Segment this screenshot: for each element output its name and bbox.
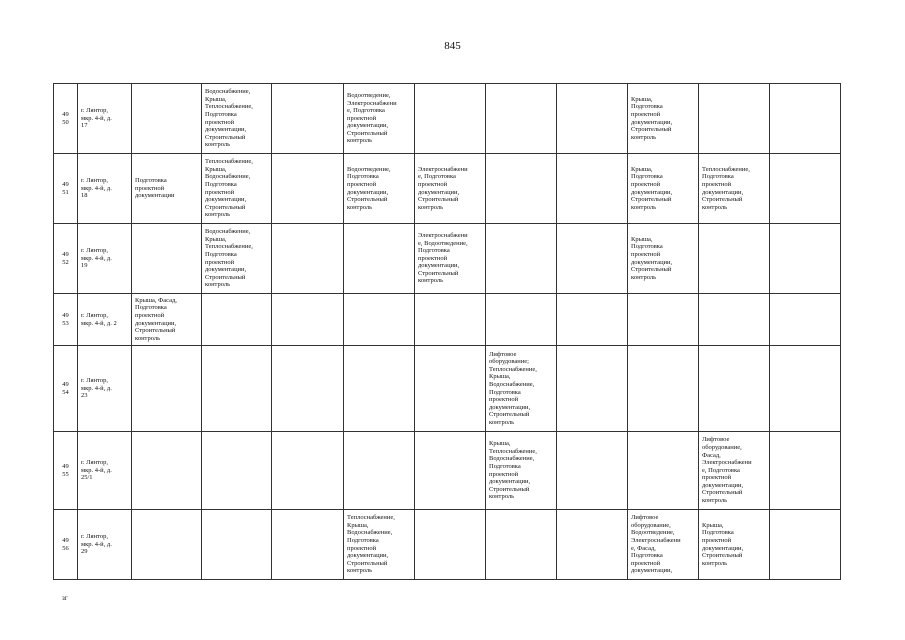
- work-type-cell: [770, 224, 841, 294]
- work-type-line: документации,: [702, 188, 744, 196]
- work-type-cell: [272, 224, 344, 294]
- work-type-line: е, Подготовка: [418, 173, 456, 181]
- table-row: [54, 224, 841, 294]
- row-number: [54, 154, 78, 224]
- work-type-line: документации,: [347, 122, 389, 130]
- work-type-line: Фасад,: [702, 451, 721, 459]
- work-type-line: проектной: [347, 114, 377, 122]
- row-number-line: 56: [62, 544, 69, 552]
- work-type-line: проектной: [631, 110, 661, 118]
- work-type-line: проектной: [418, 180, 448, 188]
- address-cell: [78, 346, 132, 432]
- work-type-line: Теплоснабжение,: [489, 447, 537, 455]
- row-number-line: 49: [62, 536, 69, 544]
- work-type-cell: [699, 346, 770, 432]
- address-line: 23: [81, 392, 88, 400]
- row-number-line: 55: [62, 470, 69, 478]
- work-type-line: Электроснабжени: [347, 99, 397, 107]
- work-type-cell: [699, 432, 770, 510]
- work-type-line: контроль: [347, 203, 373, 211]
- work-type-cell: [628, 346, 699, 432]
- work-type-line: проектной: [135, 311, 165, 319]
- address-line: 29: [81, 548, 88, 556]
- work-type-cell: [486, 510, 557, 580]
- work-type-line: Теплоснабжение,: [347, 514, 395, 522]
- page-number: 845: [444, 40, 461, 52]
- work-type-line: Подготовка: [205, 180, 237, 188]
- address-line: мкр. 4-й, д.: [81, 254, 112, 262]
- address-line: г. Лянтор,: [81, 533, 108, 541]
- table-row: [54, 294, 841, 346]
- work-type-cell: [202, 154, 272, 224]
- work-type-line: Строительный: [631, 266, 672, 274]
- work-type-cell: [415, 510, 486, 580]
- work-type-cell: [272, 510, 344, 580]
- work-type-line: документации,: [631, 258, 673, 266]
- address-line: 18: [81, 192, 88, 200]
- work-type-line: контроль: [702, 559, 728, 567]
- work-type-line: Подготовка: [702, 529, 734, 537]
- row-number-line: 53: [62, 319, 69, 327]
- work-type-line: Теплоснабжение,: [205, 158, 253, 166]
- row-number-line: 49: [62, 250, 69, 258]
- work-type-cell: [699, 510, 770, 580]
- work-type-line: Строительный: [347, 559, 388, 567]
- work-type-line: проектной: [702, 474, 732, 482]
- work-type-line: Подготовка: [347, 536, 379, 544]
- work-type-line: Водоотведение,: [347, 165, 391, 173]
- work-type-line: проектной: [347, 544, 377, 552]
- work-type-line: оборудование;: [489, 358, 529, 366]
- work-type-line: документации,: [205, 266, 247, 274]
- work-type-line: документации,: [205, 126, 247, 134]
- work-type-line: Подготовка: [702, 173, 734, 181]
- table-row: [54, 346, 841, 432]
- work-type-line: Строительный: [631, 126, 672, 134]
- work-type-cell: [770, 154, 841, 224]
- address-line: г. Лянтор,: [81, 459, 108, 467]
- work-type-cell: [202, 224, 272, 294]
- work-type-cell: [770, 294, 841, 346]
- work-type-line: документации,: [702, 481, 744, 489]
- work-type-line: документации,: [347, 188, 389, 196]
- work-type-line: Лифтовое: [702, 436, 730, 444]
- work-type-line: документации,: [347, 552, 389, 560]
- address-line: мкр. 4-й, д.: [81, 540, 112, 548]
- work-type-line: е, Подготовка: [702, 466, 740, 474]
- work-type-cell: [415, 84, 486, 154]
- work-type-line: проектной: [418, 254, 448, 262]
- work-type-line: Строительный: [702, 196, 743, 204]
- table-row: [54, 510, 841, 580]
- row-number: [54, 510, 78, 580]
- work-type-line: Строительный: [205, 273, 246, 281]
- work-type-cell: [344, 224, 415, 294]
- work-type-cell: [344, 510, 415, 580]
- work-type-line: Лифтовое: [631, 514, 659, 522]
- work-type-line: контроль: [205, 211, 231, 219]
- address-cell: [78, 294, 132, 346]
- work-type-line: документации,: [489, 403, 531, 411]
- work-type-line: проектной: [135, 184, 165, 192]
- work-type-cell: [699, 84, 770, 154]
- work-type-cell: [486, 154, 557, 224]
- work-type-line: контроль: [418, 203, 444, 211]
- work-type-line: документации: [135, 192, 175, 200]
- work-type-line: контроль: [489, 418, 515, 426]
- work-type-line: Подготовка: [631, 243, 663, 251]
- work-type-cell: [344, 84, 415, 154]
- work-type-line: Лифтовое: [489, 350, 517, 358]
- work-type-line: контроль: [418, 277, 444, 285]
- work-type-line: Строительный: [631, 196, 672, 204]
- work-type-line: Крыша, Фасад,: [135, 296, 177, 304]
- work-type-line: Строительный: [347, 196, 388, 204]
- work-type-line: е, Подготовка: [347, 107, 385, 115]
- work-type-cell: [202, 84, 272, 154]
- work-type-line: проектной: [489, 396, 519, 404]
- work-type-line: контроль: [205, 281, 231, 289]
- row-number-line: 49: [62, 462, 69, 470]
- work-type-line: Строительный: [702, 489, 743, 497]
- address-line: мкр. 4-й, д.: [81, 384, 112, 392]
- work-type-cell: [628, 224, 699, 294]
- row-number: [54, 294, 78, 346]
- row-number-line: 49: [62, 180, 69, 188]
- row-number-line: 49: [62, 380, 69, 388]
- work-type-cell: [272, 432, 344, 510]
- work-type-line: Водоотведение,: [631, 529, 675, 537]
- work-type-line: контроль: [631, 133, 657, 141]
- work-type-line: проектной: [205, 188, 235, 196]
- work-type-line: документации,: [418, 188, 460, 196]
- work-type-cell: [132, 346, 202, 432]
- work-type-line: Теплоснабжение,: [205, 243, 253, 251]
- work-type-line: Водоснабжение,: [347, 529, 393, 537]
- work-type-line: Электроснабжени: [702, 459, 752, 467]
- work-type-cell: [557, 432, 628, 510]
- footer-note: зг: [62, 594, 68, 602]
- work-type-cell: [628, 154, 699, 224]
- work-type-cell: [272, 346, 344, 432]
- work-type-line: Строительный: [418, 196, 459, 204]
- work-type-line: Строительный: [418, 269, 459, 277]
- work-type-line: Подготовка: [631, 103, 663, 111]
- work-type-line: Подготовка: [631, 173, 663, 181]
- work-type-cell: [628, 432, 699, 510]
- work-type-line: Подготовка: [205, 250, 237, 258]
- work-type-line: проектной: [205, 118, 235, 126]
- work-type-cell: [272, 154, 344, 224]
- work-type-line: документации,: [702, 544, 744, 552]
- work-type-cell: [415, 294, 486, 346]
- work-type-line: контроль: [347, 567, 373, 575]
- work-type-cell: [344, 294, 415, 346]
- work-type-line: Крыша,: [205, 95, 227, 103]
- work-type-line: Строительный: [347, 129, 388, 137]
- work-type-cell: [770, 432, 841, 510]
- work-type-cell: [557, 84, 628, 154]
- work-type-cell: [415, 224, 486, 294]
- address-cell: [78, 432, 132, 510]
- work-type-cell: [132, 224, 202, 294]
- work-type-cell: [272, 84, 344, 154]
- work-type-line: Водоотведение,: [347, 91, 391, 99]
- work-type-cell: [344, 432, 415, 510]
- work-type-line: проектной: [631, 250, 661, 258]
- work-type-line: оборудование,: [631, 521, 671, 529]
- row-number-line: 49: [62, 311, 69, 319]
- work-type-line: Строительный: [489, 411, 530, 419]
- address-line: г. Лянтор,: [81, 311, 108, 319]
- address-line: мкр. 4-й, д.: [81, 114, 112, 122]
- work-type-cell: [202, 294, 272, 346]
- row-number-line: 50: [62, 118, 69, 126]
- work-type-cell: [415, 432, 486, 510]
- work-type-line: проектной: [631, 180, 661, 188]
- work-type-cell: [486, 432, 557, 510]
- work-type-cell: [132, 510, 202, 580]
- address-line: г. Лянтор,: [81, 247, 108, 255]
- address-cell: [78, 84, 132, 154]
- work-type-cell: [557, 294, 628, 346]
- work-type-cell: [486, 346, 557, 432]
- row-number-line: 51: [62, 188, 69, 196]
- row-number: [54, 432, 78, 510]
- table-row: [54, 154, 841, 224]
- work-type-line: Крыша,: [631, 95, 653, 103]
- work-type-line: проектной: [489, 470, 519, 478]
- work-type-line: Строительный: [489, 485, 530, 493]
- work-type-cell: [272, 294, 344, 346]
- work-type-line: контроль: [347, 137, 373, 145]
- work-type-cell: [132, 294, 202, 346]
- work-type-line: проектной: [631, 559, 661, 567]
- address-line: г. Лянтор,: [81, 107, 108, 115]
- work-type-line: Крыша,: [489, 440, 511, 448]
- row-number-line: 52: [62, 258, 69, 266]
- address-line: мкр. 4-й, д. 2: [81, 319, 117, 327]
- work-type-line: документации,: [489, 478, 531, 486]
- work-type-line: документации,: [205, 196, 247, 204]
- work-type-cell: [557, 224, 628, 294]
- work-type-line: Подготовка: [205, 110, 237, 118]
- address-line: г. Лянтор,: [81, 177, 108, 185]
- work-type-line: Подготовка: [347, 173, 379, 181]
- work-type-cell: [770, 346, 841, 432]
- work-type-cell: [628, 510, 699, 580]
- work-type-cell: [486, 84, 557, 154]
- work-type-line: проектной: [347, 180, 377, 188]
- work-type-line: Крыша,: [631, 165, 653, 173]
- work-type-cell: [486, 294, 557, 346]
- address-line: 19: [81, 262, 88, 270]
- work-type-cell: [557, 346, 628, 432]
- work-type-line: Водоснабжение,: [489, 380, 535, 388]
- work-type-cell: [344, 154, 415, 224]
- work-type-line: Подготовка: [418, 247, 450, 255]
- work-type-line: Крыша,: [702, 521, 724, 529]
- work-type-line: документации,: [135, 319, 177, 327]
- work-type-line: контроль: [631, 203, 657, 211]
- work-type-cell: [202, 346, 272, 432]
- work-type-line: Подготовка: [135, 177, 167, 185]
- work-type-line: документации,: [418, 262, 460, 270]
- work-type-cell: [557, 154, 628, 224]
- work-type-line: Электроснабжени: [418, 231, 468, 239]
- work-type-line: е, Водоотведение,: [418, 239, 468, 247]
- work-type-line: Теплоснабжение,: [489, 365, 537, 373]
- work-type-line: проектной: [702, 536, 732, 544]
- address-line: г. Лянтор,: [81, 377, 108, 385]
- work-type-line: Подготовка: [489, 462, 521, 470]
- work-type-cell: [132, 432, 202, 510]
- work-type-line: документации,: [631, 188, 673, 196]
- work-type-line: контроль: [135, 334, 161, 342]
- row-number: [54, 224, 78, 294]
- work-type-line: документации,: [631, 118, 673, 126]
- row-number: [54, 346, 78, 432]
- repair-schedule-table: [53, 83, 841, 580]
- work-type-cell: [557, 510, 628, 580]
- address-cell: [78, 510, 132, 580]
- work-type-line: Строительный: [205, 133, 246, 141]
- work-type-line: Подготовка: [489, 388, 521, 396]
- work-type-line: Электроснабжени: [418, 165, 468, 173]
- work-type-line: Крыша,: [205, 235, 227, 243]
- work-type-cell: [132, 154, 202, 224]
- work-type-cell: [415, 346, 486, 432]
- work-type-cell: [628, 294, 699, 346]
- work-type-line: контроль: [205, 141, 231, 149]
- work-type-line: Водоснабжение,: [205, 173, 251, 181]
- work-type-line: Подготовка: [135, 304, 167, 312]
- address-cell: [78, 154, 132, 224]
- work-type-cell: [132, 84, 202, 154]
- work-type-line: Крыша,: [347, 521, 369, 529]
- work-type-line: проектной: [702, 180, 732, 188]
- work-type-cell: [415, 154, 486, 224]
- work-type-line: контроль: [631, 273, 657, 281]
- row-number: [54, 84, 78, 154]
- work-type-line: оборудование,: [702, 443, 742, 451]
- work-type-line: е, Фасад,: [631, 544, 656, 552]
- address-line: 17: [81, 122, 88, 130]
- address-line: мкр. 4-й, д.: [81, 184, 112, 192]
- work-type-line: Крыша,: [631, 235, 653, 243]
- work-type-cell: [770, 510, 841, 580]
- work-type-cell: [202, 432, 272, 510]
- work-type-line: Строительный: [135, 327, 176, 335]
- work-type-line: Подготовка: [631, 552, 663, 560]
- work-type-line: контроль: [702, 203, 728, 211]
- work-type-line: контроль: [489, 493, 515, 501]
- row-number-line: 49: [62, 110, 69, 118]
- work-type-line: Крыша,: [205, 165, 227, 173]
- row-number-line: 54: [62, 388, 69, 396]
- work-type-line: Теплоснабжение,: [205, 103, 253, 111]
- table-row: [54, 84, 841, 154]
- work-type-line: Водоснабжение,: [489, 455, 535, 463]
- work-type-line: Теплоснабжение,: [702, 165, 750, 173]
- work-type-line: Строительный: [205, 203, 246, 211]
- address-line: мкр. 4-й, д.: [81, 466, 112, 474]
- work-type-line: проектной: [205, 258, 235, 266]
- work-type-cell: [699, 224, 770, 294]
- work-type-line: документации,: [631, 567, 673, 575]
- work-type-line: Строительный: [702, 552, 743, 560]
- work-type-cell: [699, 154, 770, 224]
- work-type-line: Водоснабжение,: [205, 228, 251, 236]
- address-cell: [78, 224, 132, 294]
- work-type-cell: [344, 346, 415, 432]
- address-line: 25/1: [81, 474, 93, 482]
- work-type-cell: [486, 224, 557, 294]
- work-type-line: Крыша,: [489, 373, 511, 381]
- work-type-cell: [202, 510, 272, 580]
- table-row: [54, 432, 841, 510]
- work-type-line: Водоснабжение,: [205, 88, 251, 96]
- work-type-cell: [770, 84, 841, 154]
- work-type-line: Электроснабжени: [631, 536, 681, 544]
- work-type-line: контроль: [702, 497, 728, 505]
- work-type-cell: [628, 84, 699, 154]
- work-type-cell: [699, 294, 770, 346]
